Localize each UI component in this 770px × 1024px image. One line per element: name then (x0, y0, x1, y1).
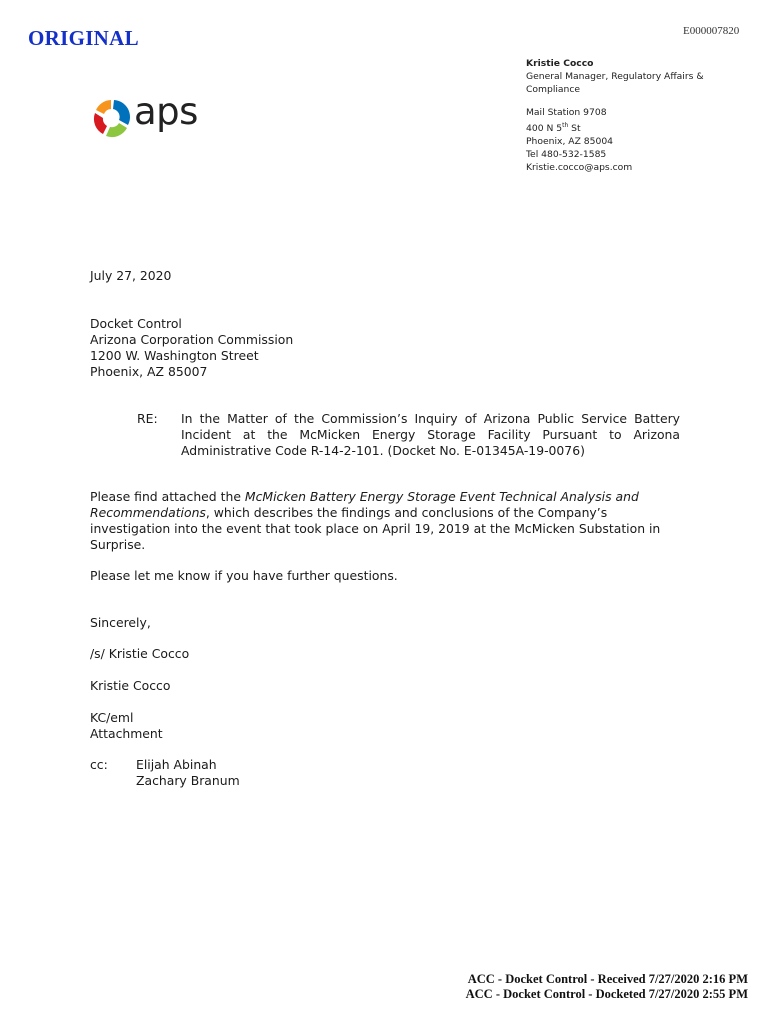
sender-city: Phoenix, AZ 85004 (526, 136, 614, 148)
body-paragraph-1: Please find attached the McMicken Battery Energy Storage Event Technical Analysis and Recommendations, which describes the findings and conclusions of the Company’s investigation into the event that took place on April 19, 2019 at the McMicken Substation in Surprise. (90, 489, 661, 552)
report-title-cont: Recommendations (90, 505, 206, 520)
body-paragraph-2: Please let me know if you have further questions. (90, 568, 398, 583)
cc-name: Elijah Abinah (136, 757, 217, 772)
re-line: Incident at the McMicken Energy Storage Facility Pursuant to Arizona (181, 427, 680, 442)
signature: /s/ Kristie Cocco (90, 646, 190, 661)
docketed-stamp: ACC - Docket Control - Docketed 7/27/2020 2:55 PM (465, 987, 748, 1001)
addressee-block (90, 316, 293, 380)
addressee-line: 1200 W. Washington Street (90, 348, 259, 363)
document-id: E000007820 (683, 25, 740, 37)
sender-title-cont: Compliance (526, 84, 581, 95)
signer-name: Kristie Cocco (90, 678, 171, 693)
cc-name: Zachary Branum (136, 773, 240, 788)
reference-initials: KC/eml Attachment (90, 710, 163, 741)
aps-logo-mark-icon (90, 96, 132, 140)
enclosure-note: Attachment (90, 726, 163, 741)
report-title: McMicken Battery Energy Storage Event Technical Analysis and (244, 489, 639, 504)
aps-logo-text: aps (134, 90, 198, 133)
docket-stamp (466, 972, 748, 1002)
re-line: In the Matter of the Commission’s Inquiry of Arizona Public Service Battery (181, 411, 680, 426)
closing: Sincerely, (90, 615, 151, 630)
addressee-line: Phoenix, AZ 85007 (90, 364, 208, 379)
re-label: RE: (137, 411, 158, 426)
received-stamp: ACC - Docket Control - Received 7/27/2020 2:16 PM (467, 972, 748, 986)
sender-street: 400 N 5th St (526, 122, 581, 135)
cc-label: cc: (90, 757, 108, 772)
sender-block (526, 57, 704, 174)
addressee-line: Arizona Corporation Commission (90, 332, 294, 347)
cc-list (136, 757, 240, 789)
sender-mail-station: Mail Station 9708 (526, 107, 607, 118)
addressee-line: Docket Control (90, 316, 182, 331)
re-line: Administrative Code R-14-2-101. (Docket No. E-01345A-19-0076) (181, 443, 585, 458)
sender-name: Kristie Cocco (526, 58, 594, 69)
original-stamp: ORIGINAL (28, 26, 139, 50)
sender-title: General Manager, Regulatory Affairs & (526, 71, 704, 82)
re-subject (181, 411, 680, 459)
sender-email: Kristie.cocco@aps.com (526, 162, 633, 174)
aps-logo (90, 90, 205, 140)
sender-phone: Tel 480-532-1585 (526, 149, 607, 161)
letter-date: July 27, 2020 (90, 268, 172, 283)
